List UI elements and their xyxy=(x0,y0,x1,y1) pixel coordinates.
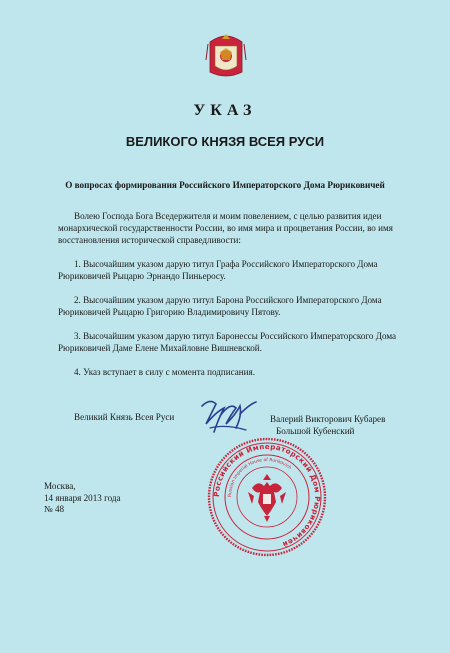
preamble-paragraph: Волею Господа Бога Вседержителя и моим повелением, с целью развития идеи монархической государственности России, во имя мира и процветания России, во имя восстановления исторической справедливости: xyxy=(58,211,393,245)
seal-inner-text: Russian Imperial House of Rurikovich xyxy=(227,457,292,498)
decree-topic: О вопросах формирования Российского Императорского Дома Рюриковичей xyxy=(65,180,385,190)
decree-number: № 48 xyxy=(44,504,65,514)
decree-body xyxy=(58,210,403,390)
coat-of-arms-icon xyxy=(204,30,248,80)
signatory-block xyxy=(270,413,385,437)
article-paragraph: 3. Высочайшим указом дарую титул Баронессы Российского Императорского Дома Рюриковичей Даме Елене Михайловне Вишневской. xyxy=(58,331,397,353)
article-paragraph: 4. Указ вступает в силу с момента подписания. xyxy=(74,367,255,377)
signatory-style: Большой Кубенский xyxy=(276,426,355,436)
place-date-block xyxy=(44,481,121,516)
decree-date: 14 января 2013 года xyxy=(44,492,121,503)
article-paragraph: 1. Высочайшим указом дарую титул Графа Российского Императорского Дома Рюриковичей Рыцарю Эрнандо Пиньеросу. xyxy=(58,259,378,281)
place-of-signing: Москва, xyxy=(44,481,76,491)
decree-title: УКАЗ xyxy=(193,102,257,119)
article-paragraph: 2. Высочайшим указом дарую титул Барона Российского Императорского Дома Рюриковичей Рыцарю Григорию Владимировичу Пятову. xyxy=(58,295,382,317)
official-seal-icon xyxy=(206,436,328,558)
signatory-name: Валерий Викторович Кубарев xyxy=(270,414,386,424)
handwritten-signature xyxy=(196,394,260,438)
seal-ring-text: Российский Императорский Дом Рюриковичей xyxy=(211,441,323,550)
decree-subtitle: ВЕЛИКОГО КНЯЗЯ ВСЕЯ РУСИ xyxy=(125,134,325,149)
signatory-title: Великий Князь Всея Руси xyxy=(74,412,175,422)
